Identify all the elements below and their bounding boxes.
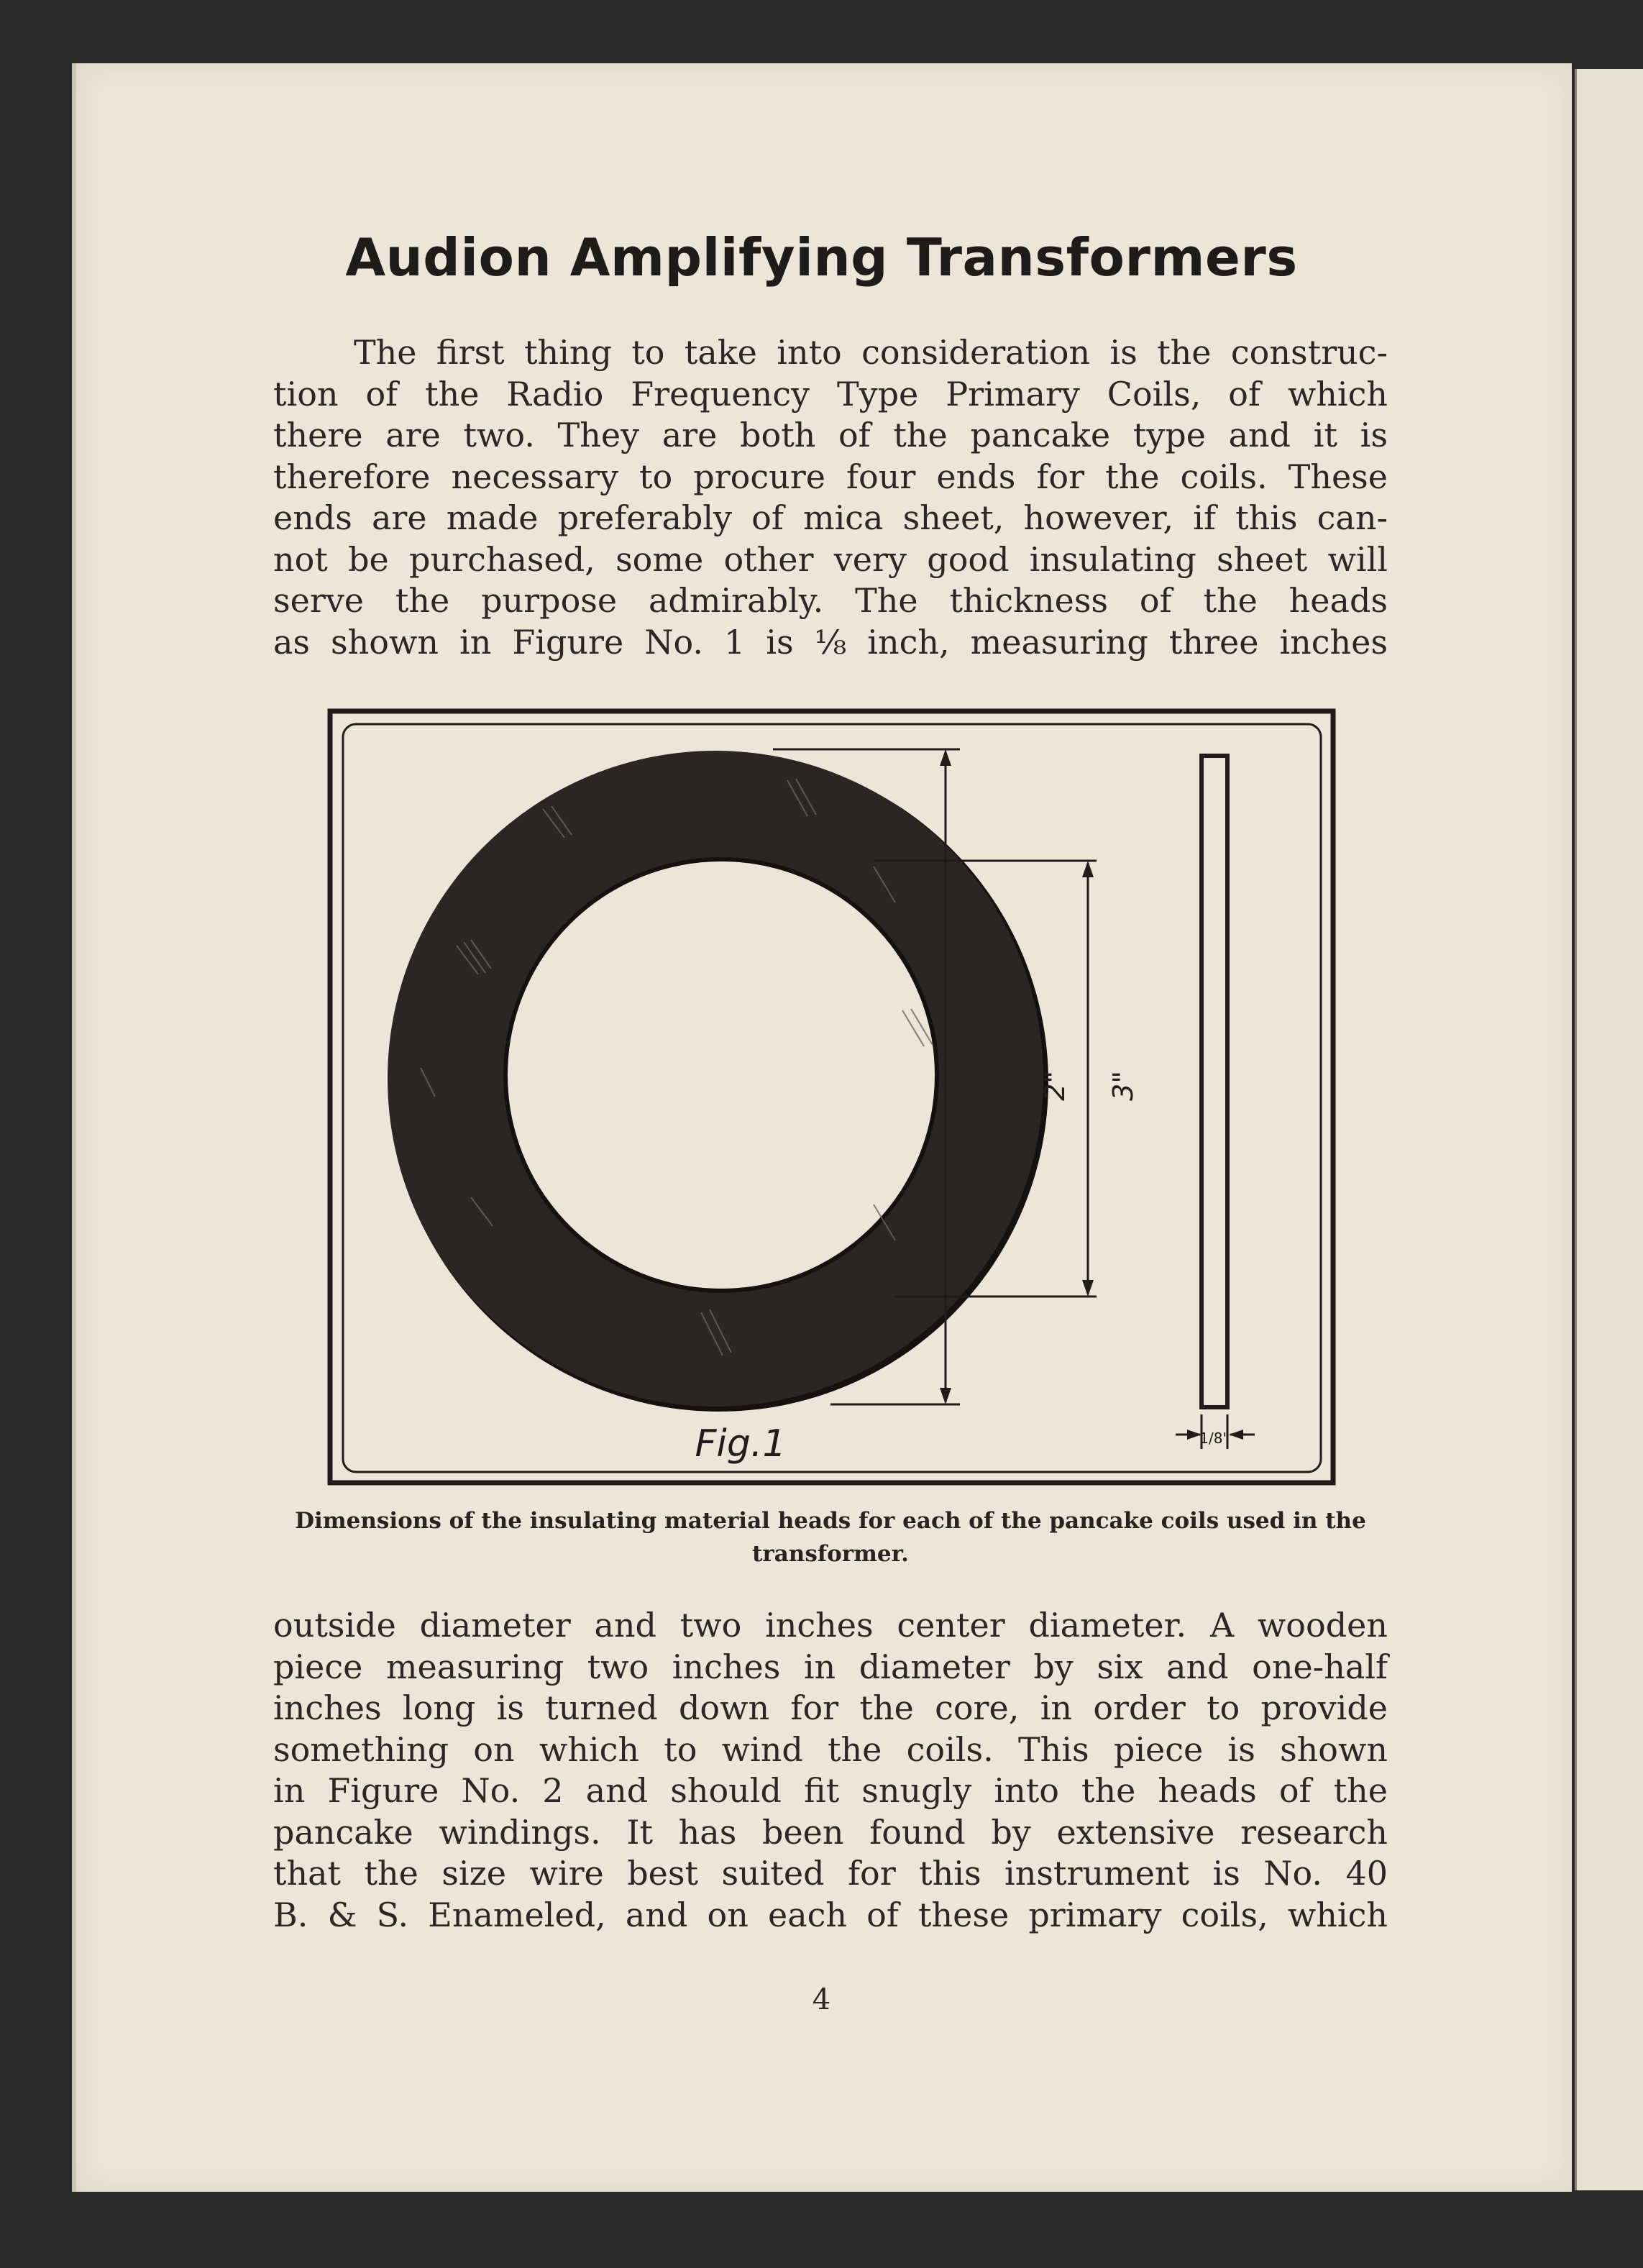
text-line: serve the purpose admirably. The thickness of the heads (273, 581, 1388, 620)
dim-2-arrow-top (1082, 861, 1094, 877)
text-line: not be purchased, some other very good insulating sheet will (273, 539, 1388, 579)
facing-page-edge (1575, 69, 1643, 2190)
caption-line: coils used in the transformer. (752, 1508, 1366, 1567)
text-line: B. & S. Enameled, and on each of these primary coils, which (273, 1895, 1388, 1934)
dim-2-arrow-bottom (1082, 1280, 1094, 1297)
figure-caption (273, 1504, 1388, 1570)
text-line: inches long is turned down for the core, in order to provide (273, 1688, 1388, 1727)
paragraph-continued (273, 1605, 1388, 1936)
caption-line: Dimensions of the insulating material heads for each of the pancake (295, 1508, 1153, 1534)
text-line: as shown in Figure No. 1 is ⅛ inch, measuring three inches (273, 622, 1388, 662)
text-line: outside diameter and two inches center diameter. A wooden (273, 1606, 1388, 1645)
dim-3-arrow-bottom (940, 1388, 951, 1404)
text-line: ends are made preferably of mica sheet, however, if this can- (273, 498, 1388, 537)
text-line: pancake windings. It has been found by extensive research (273, 1812, 1388, 1852)
text-line: in Figure No. 2 and should fit snugly into the heads of the (273, 1771, 1388, 1810)
page-title: Audion Amplifying Transformers (345, 227, 1298, 288)
page-number: 4 (812, 1983, 831, 2016)
text-line: tion of the Radio Frequency Type Primary Coils, of which (273, 374, 1388, 413)
dim-label-outer: 3" (1107, 1071, 1139, 1101)
paragraph-intro (273, 332, 1388, 663)
dim-label-inner: 2" (1039, 1071, 1071, 1101)
text-line: The first thing to take into consideration is the construc- (354, 333, 1388, 372)
dim-label-thickness: 1/8" (1199, 1430, 1230, 1447)
text-line: piece measuring two inches in diameter by six and one-half (273, 1647, 1388, 1686)
figure-label: Fig.1 (695, 1422, 787, 1465)
figure-1-diagram (327, 708, 1337, 1489)
dim-thickness-arrow-right (1229, 1430, 1243, 1440)
head-side-profile (1202, 756, 1227, 1407)
ring-hole (505, 859, 937, 1291)
dim-3-arrow-top (940, 749, 951, 766)
text-line: therefore necessary to procure four ends for the coils. These (273, 457, 1388, 496)
text-line: that the size wire best suited for this instrument is No. 40 (273, 1854, 1388, 1893)
text-line: there are two. They are both of the pancake type and it is (273, 416, 1388, 454)
text-line: something on which to wind the coils. This piece is shown (273, 1729, 1388, 1769)
